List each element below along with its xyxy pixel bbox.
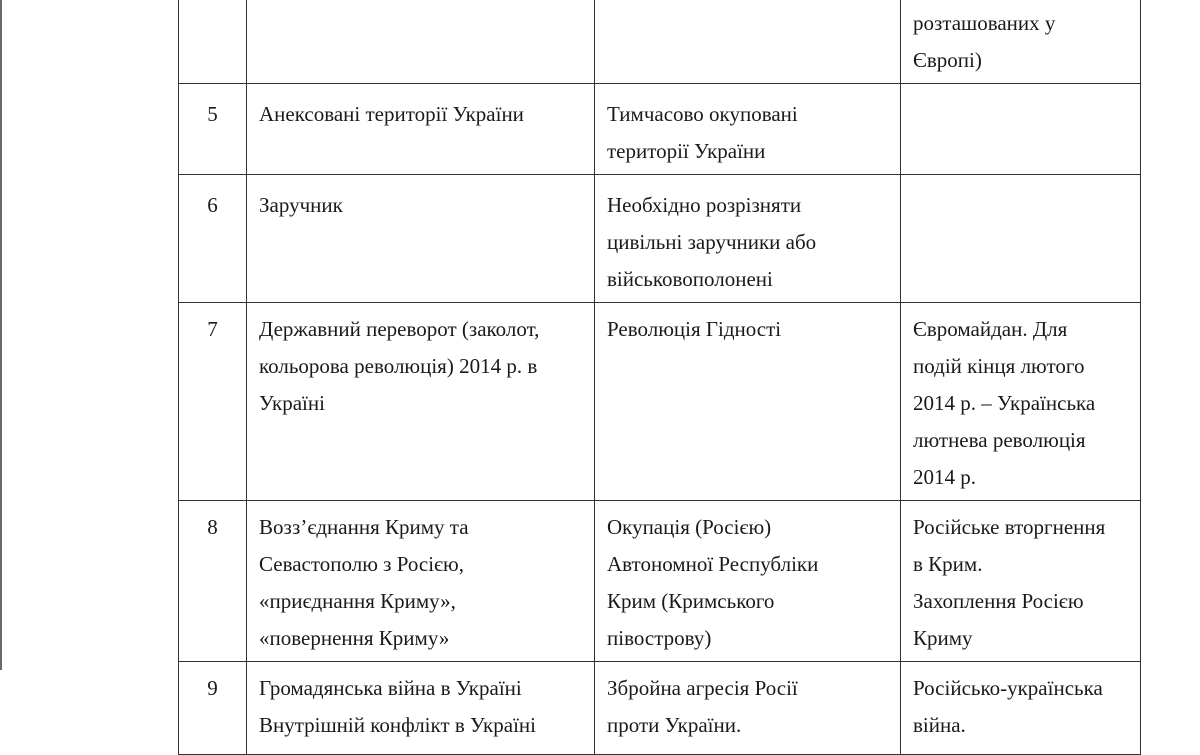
alternative-term-cell: розташованих у Європі): [901, 0, 1141, 84]
table-row: [179, 501, 1141, 662]
recommended-term-cell: [595, 0, 901, 84]
alternative-term-cell: [901, 175, 1141, 303]
alternative-term-cell: [901, 84, 1141, 175]
row-number: 5: [179, 84, 247, 175]
recommended-term-cell: Тимчасово окуповані території України: [595, 84, 901, 175]
avoid-term-cell: Анексовані території України: [247, 84, 595, 175]
avoid-term-cell: [247, 0, 595, 84]
table-row: [179, 175, 1141, 303]
avoid-term-cell: Возз’єднання Криму та Севастополю з Росією, «приєднання Криму», «повернення Криму»: [247, 501, 595, 662]
row-number: [179, 0, 247, 84]
alternative-term-cell: Російське вторгнення в Крим. Захоплення Росією Криму: [901, 501, 1141, 662]
table-row: [179, 84, 1141, 175]
recommended-term-cell: Революція Гідності: [595, 303, 901, 501]
alternative-term-cell: Російсько-українська війна.: [901, 662, 1141, 755]
table-row: [179, 303, 1141, 501]
alternative-term-cell: Євромайдан. Для подій кінця лютого 2014 р. – Українська лютнева революція 2014 р.: [901, 303, 1141, 501]
row-number: 8: [179, 501, 247, 662]
avoid-term-cell: Громадянська війна в Україні Внутрішній конфлікт в Україні: [247, 662, 595, 755]
avoid-term-cell: Заручник: [247, 175, 595, 303]
recommended-term-cell: Окупація (Росією) Автономної Республіки Крим (Кримського півострову): [595, 501, 901, 662]
page-edge: [0, 0, 2, 670]
row-number: 9: [179, 662, 247, 755]
row-number: 7: [179, 303, 247, 501]
terminology-table: [178, 0, 1141, 755]
recommended-term-cell: Необхідно розрізняти цивільні заручники або військовополонені: [595, 175, 901, 303]
avoid-term-cell: Державний переворот (заколот, кольорова революція) 2014 р. в Україні: [247, 303, 595, 501]
table-row: [179, 0, 1141, 84]
row-number: 6: [179, 175, 247, 303]
recommended-term-cell: Збройна агресія Росії проти України.: [595, 662, 901, 755]
table-row: [179, 662, 1141, 755]
